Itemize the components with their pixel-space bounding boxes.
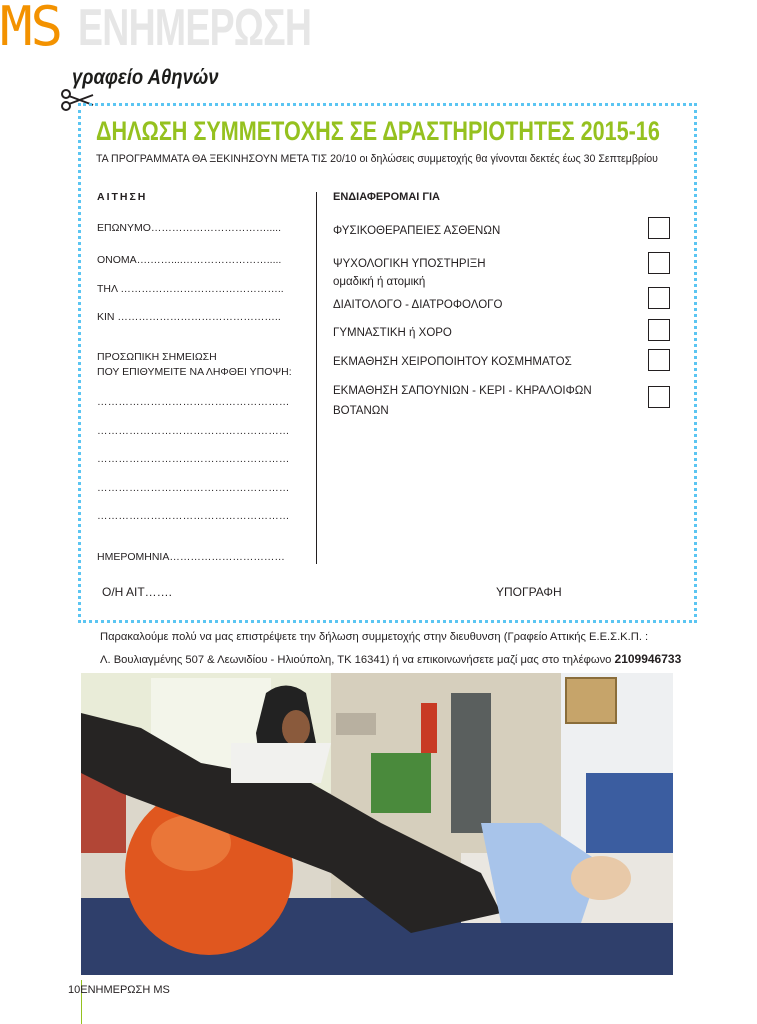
- mobile-field[interactable]: ΚΙΝ ………………………………………..: [97, 311, 281, 323]
- option-physiotherapy: [333, 222, 500, 240]
- option-label: ΦΥΣΙΚΟΘΕΡΑΠΕΙΕΣ ΑΣΘΕΝΩΝ: [333, 225, 501, 237]
- form-title: ΔΗΛΩΣΗ ΣΥΜΜΕΤΟΧΗΣ ΣΕ ΔΡΑΣΤΗΡΙΟΤΗΤΕΣ 2015-16: [96, 116, 660, 146]
- checkbox-dietitian[interactable]: [648, 287, 670, 309]
- option-jewelry: [333, 353, 572, 371]
- name-field[interactable]: ΟΝΟΜΑ….……....…………………….....: [97, 254, 282, 266]
- note-label-line1: ΠΡΟΣΩΠΙΚΗ ΣΗΜΕΙΩΣΗ: [97, 351, 217, 363]
- note-line[interactable]: ………………………………………………: [97, 425, 290, 437]
- application-heading: ΑΙΤΗΣΗ: [97, 191, 148, 203]
- note-line[interactable]: ………………………………………………: [97, 396, 290, 408]
- return-note-line1: Παρακαλούμε πολύ να μας επιστρέψετε την δήλωση συμμετοχής στην διευθυνση (Γραφείο Αττικής Ε.Ε.Σ.Κ.Π. :: [100, 631, 649, 643]
- masthead-logo: MS: [0, 0, 62, 58]
- column-divider: [316, 192, 317, 564]
- option-label: ΓΥΜΝΑΣΤΙΚΗ ή ΧΟΡΟ: [333, 327, 452, 339]
- surname-field[interactable]: ΕΠΩΝΥΜΟ…………………………….....: [97, 222, 282, 234]
- page-footer: 10ΕΝΗΜΕΡΩΣΗ MS: [68, 984, 170, 996]
- note-line[interactable]: ………………………………………………: [97, 510, 290, 522]
- option-soap-making: [333, 382, 592, 420]
- option-gymnastics: [333, 324, 452, 342]
- return-note-address: Λ. Βουλιαγμένης 507 & Λεωνιδίου - Ηλιούπολη, ΤΚ 16341) ή να επικοινωνήσετε μαζί μας στο τηλέφωνο: [100, 654, 615, 666]
- return-note-line2: [100, 652, 681, 666]
- checkbox-gymnastics[interactable]: [648, 319, 670, 341]
- option-label: ΕΚΜΑΘΗΣΗ ΣΑΠΟΥΝΙΩΝ - ΚΕΡΙ - ΚΗΡΑΛΟΙΦΩΝ: [333, 385, 592, 397]
- note-line[interactable]: ………………………………………………: [97, 482, 290, 494]
- signature-label: ΥΠΟΓΡΑΦΗ: [496, 585, 562, 599]
- checkbox-soap-making[interactable]: [648, 386, 670, 408]
- checkbox-jewelry[interactable]: [648, 349, 670, 371]
- option-psychological-support: [333, 255, 486, 291]
- interests-heading: ΕΝΔΙΑΦΕΡΟΜΑΙ ΓΙΑ: [333, 191, 440, 203]
- checkbox-physiotherapy[interactable]: [648, 217, 670, 239]
- option-label: ΕΚΜΑΘΗΣΗ ΧΕΙΡΟΠΟΙΗΤΟΥ ΚΟΣΜΗΜΑΤΟΣ: [333, 356, 572, 368]
- form-subtitle: ΤΑ ΠΡΟΓΡΑΜΜΑΤΑ ΘΑ ΞΕΚΙΝΗΣΟΥΝ ΜΕΤΑ ΤΙΣ 20/10 οι δηλώσεις συμμετοχής θα γίνονται δεκτές έως 30 Σεπτεμβρίου: [96, 153, 658, 165]
- phone-field[interactable]: ΤΗΛ ………………………………………..: [97, 283, 284, 295]
- option-sublabel: ΒΟΤΑΝΩΝ: [333, 405, 389, 417]
- checkbox-psychological-support[interactable]: [648, 252, 670, 274]
- option-label: ΔΙΑΙΤΟΛΟΓΟ - ΔΙΑΤΡΟΦΟΛΟΓΟ: [333, 299, 503, 311]
- option-sublabel: ομαδική ή ατομική: [333, 276, 426, 288]
- applicant-label: Ο/Η ΑΙΤ…….: [102, 585, 173, 599]
- contact-phone: 2109946733: [614, 652, 682, 666]
- section-subtitle: γραφείο Αθηνών: [72, 66, 219, 89]
- note-label-line2: ΠΟΥ ΕΠΙΘΥΜΕΙΤΕ ΝΑ ΛΗΦΘΕΙ ΥΠΟΨΗ:: [97, 366, 292, 378]
- physiotherapy-photo: [81, 673, 673, 975]
- date-field[interactable]: ΗΜΕΡΟΜΗΝΙΑ……………………………: [97, 551, 285, 563]
- option-dietitian: [333, 296, 502, 314]
- option-label: ΨΥΧΟΛΟΓΙΚΗ ΥΠΟΣΤΗΡΙΞΗ: [333, 258, 486, 270]
- masthead-title: ΕΝΗΜΕΡΩΣΗ: [78, 0, 312, 57]
- note-line[interactable]: ………………………………………………: [97, 453, 290, 465]
